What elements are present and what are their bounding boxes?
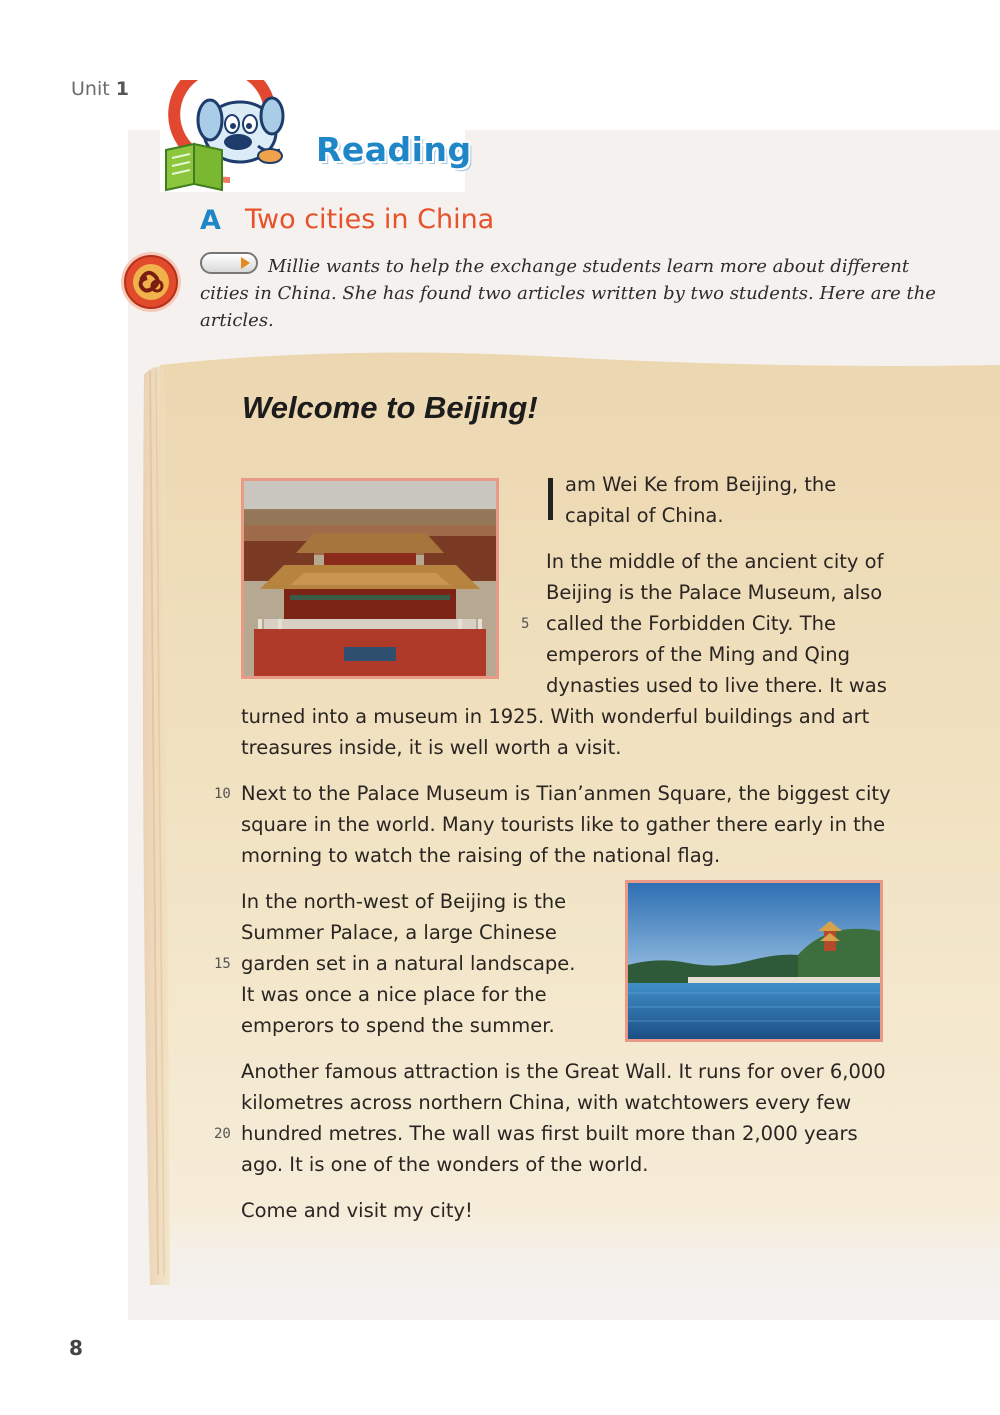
cd-audio-icon[interactable] <box>119 250 183 314</box>
paragraph-2-line-1: In the middle of the ancient city of <box>546 550 884 573</box>
section-letter: A <box>200 205 221 236</box>
paragraph-4-line-2: Summer Palace, a large Chinese <box>241 921 557 944</box>
line-number-10: 10 <box>214 786 231 802</box>
paragraph-5-line-3: hundred metres. The wall was first built more than 2,000 years <box>241 1122 858 1145</box>
paragraph-5-line-2: kilometres across northern China, with watchtowers every few <box>241 1091 852 1114</box>
paragraph-3-line-1: Next to the Palace Museum is Tian’anmen Square, the biggest city <box>241 782 891 805</box>
paragraph-1-line-1: am Wei Ke from Beijing, the <box>565 473 837 496</box>
unit-word: Unit <box>71 78 110 100</box>
palace-museum-illustration <box>244 481 496 676</box>
paragraph-5-line-1: Another famous attraction is the Great Wall. It runs for over 6,000 <box>241 1060 886 1083</box>
page-number: 8 <box>69 1336 83 1360</box>
article-title: Welcome to Beijing! <box>242 390 538 425</box>
line-number-5: 5 <box>521 616 530 632</box>
paragraph-3-line-2: square in the world. Many tourists like to gather there early in the <box>241 813 886 836</box>
paragraph-2-line-3: called the Forbidden City. The <box>546 612 836 635</box>
reading-banner-title: Reading <box>316 130 472 169</box>
line-number-15: 15 <box>214 956 231 972</box>
paragraph-3-line-3: morning to watch the raising of the national flag. <box>241 844 721 867</box>
summer-palace-illustration <box>628 883 880 1039</box>
section-title: Two cities in China <box>245 204 495 235</box>
paragraph-5-line-4: ago. It is one of the wonders of the world. <box>241 1153 649 1176</box>
paragraph-4-line-1: In the north-west of Beijing is the <box>241 890 567 913</box>
paragraph-2-line-2: Beijing is the Palace Museum, also <box>546 581 883 604</box>
closing-line: Come and visit my city! <box>241 1199 473 1222</box>
paragraph-4-line-3: garden set in a natural landscape. <box>241 952 576 975</box>
paragraph-2-line-4: emperors of the Ming and Qing <box>546 643 851 666</box>
summer-palace-photo <box>625 880 883 1042</box>
paragraph-4-line-5: emperors to spend the summer. <box>241 1014 555 1037</box>
dropcap-i <box>548 478 553 520</box>
palace-museum-photo <box>241 478 499 679</box>
paragraph-1-line-2: capital of China. <box>565 504 724 527</box>
paragraph-2-line-5: dynasties used to live there. It was <box>546 674 887 697</box>
unit-label <box>71 78 129 100</box>
unit-number: 1 <box>115 78 129 100</box>
intro-text: Millie wants to help the exchange students learn more about different cities in China. She has found two articles written by two students. Here are the articles. <box>200 256 936 331</box>
paragraph-2-line-7: treasures inside, it is well worth a visit. <box>241 736 622 759</box>
line-number-20: 20 <box>214 1126 231 1142</box>
paragraph-4-line-4: It was once a nice place for the <box>241 983 547 1006</box>
paragraph-2-line-6: turned into a museum in 1925. With wonderful buildings and art <box>241 705 870 728</box>
